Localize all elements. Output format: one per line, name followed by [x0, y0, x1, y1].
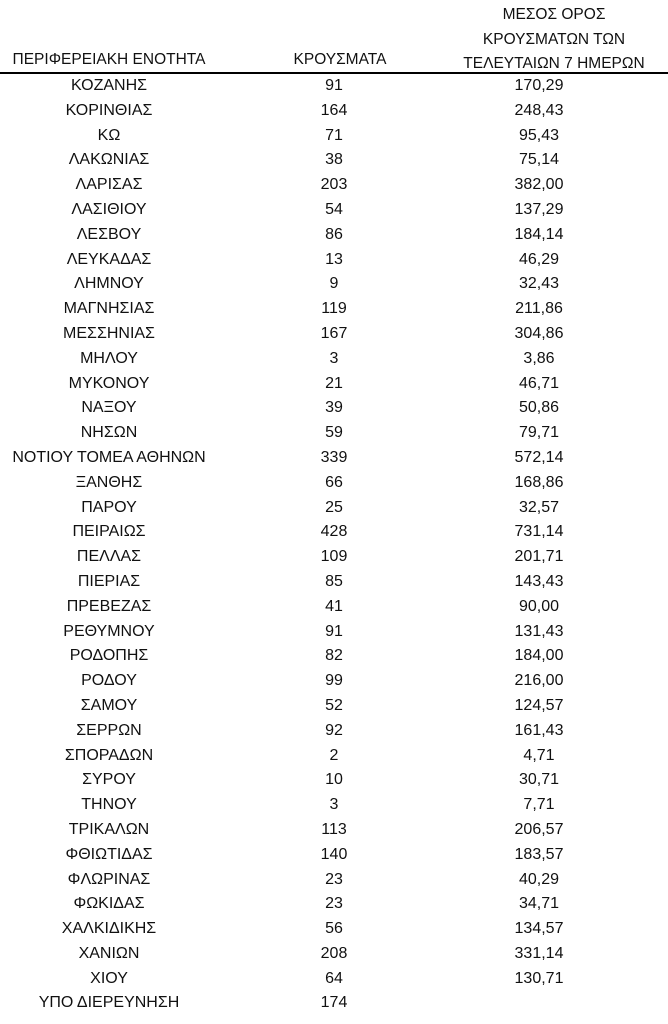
cell-region: ΜΕΣΣΗΝΙΑΣ — [63, 324, 155, 342]
cell-cases: 339 — [320, 448, 348, 466]
cell-region: ΚΟΖΑΝΗΣ — [70, 77, 148, 94]
table-row — [0, 793, 668, 818]
cell-cases: 91 — [325, 77, 343, 94]
cell-region: ΧΙΟΥ — [90, 969, 128, 987]
cell-cases: 21 — [325, 374, 343, 392]
cell-region: ΛΗΜΝΟΥ — [74, 275, 144, 293]
table-row — [0, 868, 668, 893]
cell-region: ΠΙΕΡΙΑΣ — [77, 572, 141, 590]
cell-cases: 38 — [325, 151, 343, 169]
cell-cases: 23 — [325, 870, 343, 888]
cell-cases: 66 — [325, 473, 343, 491]
cell-cases: 91 — [325, 622, 343, 640]
cell-region: ΦΩΚΙΔΑΣ — [73, 895, 145, 913]
cell-average: 30,71 — [518, 771, 560, 789]
header-average — [440, 3, 668, 77]
cell-region: ΠΕΛΛΑΣ — [76, 548, 142, 566]
header-cases: ΚΡΟΥΣΜΑΤΑ — [293, 51, 387, 68]
cell-average: 382,00 — [514, 176, 564, 194]
table-row — [0, 545, 668, 570]
table-row — [0, 124, 668, 149]
cell-cases: 428 — [320, 523, 348, 541]
cell-cases: 119 — [321, 300, 347, 318]
cell-average: 130,71 — [514, 969, 564, 987]
table-row — [0, 396, 668, 421]
cell-cases: 3 — [329, 349, 339, 367]
cell-region: ΧΑΛΚΙΔΙΚΗΣ — [61, 920, 157, 938]
table-row — [0, 892, 668, 917]
cell-cases: 82 — [325, 647, 343, 665]
cell-region: ΛΑΡΙΣΑΣ — [75, 176, 143, 194]
cell-region: ΦΛΩΡΙΝΑΣ — [67, 870, 151, 888]
table-row — [0, 223, 668, 248]
cell-cases: 56 — [325, 920, 343, 938]
table-row — [0, 595, 668, 620]
table-row — [0, 942, 668, 967]
cell-cases: 174 — [320, 994, 348, 1012]
header-average-line-3: ΤΕΛΕΥΤΑΙΩΝ 7 ΗΜΕΡΩΝ — [463, 55, 645, 72]
cell-region: ΣΑΜΟΥ — [80, 696, 138, 714]
table-row — [0, 421, 668, 446]
cell-average: 211,86 — [515, 300, 563, 318]
cell-average: 304,86 — [514, 324, 564, 342]
table-row — [0, 99, 668, 124]
cell-average: 3,86 — [523, 349, 555, 367]
cell-region: ΚΟΡΙΝΘΙΑΣ — [65, 101, 153, 119]
cell-region: ΡΕΘΥΜΝΟΥ — [63, 622, 155, 640]
cell-region: ΛΕΥΚΑΔΑΣ — [66, 250, 152, 268]
cell-average: 572,14 — [514, 448, 564, 466]
cell-region: ΚΩ — [97, 126, 121, 144]
cell-cases: 113 — [321, 820, 347, 838]
header-average-line-1: ΜΕΣΟΣ ΟΡΟΣ — [502, 6, 606, 23]
cell-cases: 10 — [325, 771, 343, 789]
cell-region: ΣΥΡΟΥ — [82, 771, 136, 789]
cell-cases: 99 — [325, 672, 343, 690]
table-row — [0, 471, 668, 496]
table-row — [0, 694, 668, 719]
cell-average: 161,43 — [514, 721, 564, 739]
header-region: ΠΕΡΙΦΕΡΕΙΑΚΗ ΕΝΟΤΗΤΑ — [12, 51, 206, 68]
cell-average: 46,71 — [518, 374, 560, 392]
cell-region: ΠΑΡΟΥ — [81, 498, 137, 516]
cell-average: 183,57 — [514, 845, 564, 863]
cell-average: 40,29 — [518, 870, 560, 888]
table-row — [0, 744, 668, 769]
cell-average: 134,57 — [514, 920, 564, 938]
cell-cases: 164 — [320, 101, 348, 119]
cell-average: 137,29 — [514, 200, 564, 218]
cell-average: 248,43 — [514, 101, 564, 119]
table-row — [0, 148, 668, 173]
cell-cases: 13 — [325, 250, 343, 268]
cell-region: ΝΗΣΩΝ — [80, 424, 138, 442]
cell-cases: 39 — [325, 399, 343, 417]
cell-region: ΝΑΞΟΥ — [81, 399, 137, 417]
cell-region: ΣΕΡΡΩΝ — [76, 721, 142, 739]
cell-average: 7,71 — [523, 796, 555, 814]
cell-average: 90,00 — [518, 597, 560, 615]
cell-cases: 41 — [325, 597, 343, 615]
header-average-line-2: ΚΡΟΥΣΜΑΤΩΝ ΤΩΝ — [482, 30, 626, 48]
table-row — [0, 644, 668, 669]
cell-region: ΡΟΔΟΥ — [81, 672, 137, 690]
cell-average: 32,57 — [518, 498, 560, 516]
cell-cases: 23 — [325, 895, 343, 913]
cell-average: 124,57 — [514, 696, 564, 714]
cell-cases: 64 — [325, 969, 343, 987]
cell-average: 201,71 — [514, 548, 564, 566]
table-row — [0, 198, 668, 223]
cell-cases: 208 — [320, 944, 348, 962]
table-row — [0, 297, 668, 322]
cell-cases: 92 — [325, 721, 343, 739]
cell-cases: 167 — [320, 324, 348, 342]
cell-average: 216,00 — [514, 672, 564, 690]
cell-region: ΛΕΣΒΟΥ — [76, 225, 142, 243]
table-row — [0, 322, 668, 347]
table-row — [0, 248, 668, 273]
cell-region: ΡΟΔΟΠΗΣ — [69, 647, 149, 665]
table-row — [0, 272, 668, 297]
cell-region: ΣΠΟΡΑΔΩΝ — [64, 746, 154, 764]
cell-average: 131,43 — [514, 622, 564, 640]
table-row — [0, 719, 668, 744]
cell-average: 50,86 — [518, 399, 560, 417]
table-row — [0, 173, 668, 198]
cell-region: ΝΟΤΙΟΥ ΤΟΜΕΑ ΑΘΗΝΩΝ — [12, 448, 206, 466]
table-row — [0, 967, 668, 992]
cell-cases: 3 — [329, 796, 339, 814]
table-row — [0, 570, 668, 595]
table-row — [0, 768, 668, 793]
cell-cases: 59 — [325, 424, 343, 442]
cell-average: 331,14 — [514, 944, 564, 962]
cell-region: ΞΑΝΘΗΣ — [75, 473, 143, 491]
cell-cases: 140 — [320, 845, 348, 863]
cell-average: 143,43 — [514, 572, 564, 590]
table-row — [0, 991, 668, 1016]
cell-region: ΠΕΙΡΑΙΩΣ — [72, 523, 146, 541]
cell-average: 46,29 — [518, 250, 560, 268]
table-row — [0, 372, 668, 397]
cell-region: ΤΡΙΚΑΛΩΝ — [68, 820, 150, 838]
table-row — [0, 74, 668, 99]
cell-region: ΜΥΚΟΝΟΥ — [68, 374, 150, 392]
table-row — [0, 496, 668, 521]
cell-region: ΥΠΟ ΔΙΕΡΕΥΝΗΣΗ — [38, 994, 180, 1012]
table-row — [0, 520, 668, 545]
cell-average — [454, 991, 624, 1016]
cell-average: 184,14 — [514, 225, 564, 243]
cell-average: 170,29 — [514, 77, 564, 94]
table-row — [0, 818, 668, 843]
cell-cases: 2 — [329, 746, 339, 764]
cell-region: ΧΑΝΙΩΝ — [78, 944, 140, 962]
cell-average: 184,00 — [514, 647, 564, 665]
cell-cases: 54 — [325, 200, 343, 218]
cell-cases: 9 — [329, 275, 339, 293]
cell-region: ΠΡΕΒΕΖΑΣ — [66, 597, 152, 615]
cell-average: 4,71 — [523, 746, 555, 764]
cell-region: ΛΑΣΙΘΙΟΥ — [71, 200, 147, 218]
cell-region: ΛΑΚΩΝΙΑΣ — [68, 151, 150, 169]
table-header — [0, 0, 668, 74]
cell-region: ΜΑΓΝΗΣΙΑΣ — [63, 300, 155, 318]
cell-cases: 86 — [325, 225, 343, 243]
cell-average: 168,86 — [514, 473, 564, 491]
cell-average: 95,43 — [518, 126, 560, 144]
cell-average: 32,43 — [518, 275, 560, 293]
cell-cases: 71 — [325, 126, 343, 144]
cell-average: 731,14 — [514, 523, 564, 541]
cell-region: ΦΘΙΩΤΙΔΑΣ — [65, 845, 153, 863]
cell-average: 79,71 — [518, 424, 560, 442]
table-row — [0, 620, 668, 645]
cell-cases: 203 — [320, 176, 348, 194]
cell-cases: 85 — [325, 572, 343, 590]
cell-region: ΜΗΛΟΥ — [80, 349, 138, 367]
table-row — [0, 669, 668, 694]
cell-cases: 52 — [325, 696, 343, 714]
cell-region: ΤΗΝΟΥ — [81, 796, 137, 814]
table-row — [0, 843, 668, 868]
cell-average: 34,71 — [518, 895, 560, 913]
table-row — [0, 917, 668, 942]
table-body — [0, 74, 668, 1016]
cell-average: 206,57 — [514, 820, 564, 838]
table-row — [0, 347, 668, 372]
table-row — [0, 446, 668, 471]
cell-cases: 109 — [320, 548, 348, 566]
cell-cases: 25 — [325, 498, 343, 516]
cell-average: 75,14 — [518, 151, 560, 169]
